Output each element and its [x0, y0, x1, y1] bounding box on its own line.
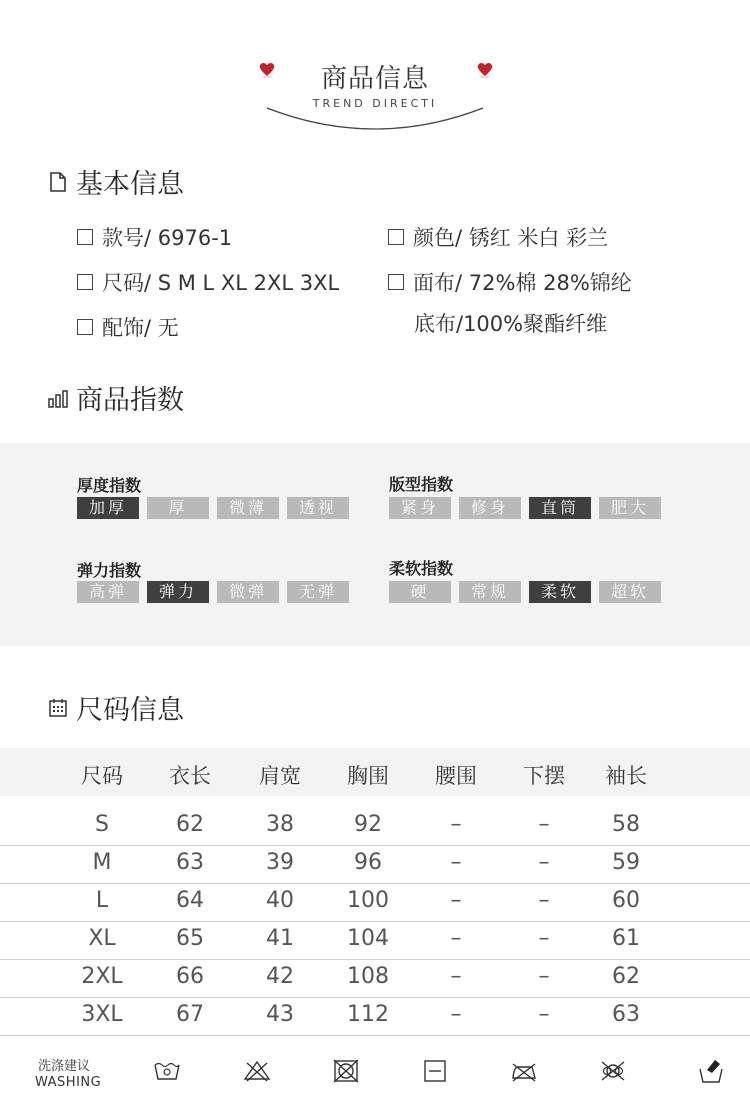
- info-colors: 颜色/ 锈红 米白 彩兰: [388, 222, 608, 252]
- spot-clean-icon: [696, 1057, 726, 1085]
- table-cell: –: [538, 964, 550, 989]
- softness-index-title: 柔软指数: [389, 559, 454, 578]
- table-cell: 3XL: [81, 1002, 123, 1027]
- index-option: 透视: [287, 497, 349, 519]
- size-heading: [48, 688, 184, 727]
- column-header: 尺码: [81, 764, 123, 788]
- do-not-iron-icon: [509, 1057, 539, 1085]
- index-option: 肥大: [599, 497, 661, 519]
- table-cell: 58: [612, 812, 640, 837]
- table-row-divider: [0, 1035, 750, 1036]
- table-row-divider: [0, 883, 750, 884]
- checkbox-icon: [388, 229, 404, 245]
- table-row-divider: [0, 959, 750, 960]
- flat-dry-icon: [420, 1057, 450, 1085]
- table-row-divider: [0, 921, 750, 922]
- table-cell: 38: [266, 812, 294, 837]
- do-not-bleach-icon: [242, 1057, 272, 1085]
- column-header: 下摆: [523, 764, 565, 788]
- table-cell: –: [450, 926, 462, 951]
- table-cell: 2XL: [81, 964, 123, 989]
- checkbox-icon: [77, 229, 93, 245]
- do-not-dry-clean-icon: [598, 1057, 628, 1085]
- washing-label-cn: 洗涤建议: [38, 1059, 91, 1074]
- table-cell: 112: [347, 1002, 389, 1027]
- checkbox-icon: [77, 319, 93, 335]
- index-option-selected: 直筒: [529, 497, 591, 519]
- column-header: 胸围: [347, 764, 389, 788]
- table-cell: 104: [347, 926, 389, 951]
- table-cell: –: [538, 812, 550, 837]
- index-option: 微弹: [217, 581, 279, 603]
- table-cell: M: [92, 850, 112, 875]
- index-option-selected: 加厚: [77, 497, 139, 519]
- size-title: 尺码信息: [76, 695, 184, 726]
- table-cell: –: [538, 850, 550, 875]
- table-cell: 42: [266, 964, 294, 989]
- info-accessories: 配饰/ 无: [77, 312, 179, 342]
- index-option-selected: 柔软: [529, 581, 591, 603]
- softness-index-options: [389, 581, 661, 603]
- index-option: 厚: [147, 497, 209, 519]
- index-option: 硬: [389, 581, 451, 603]
- table-cell: 63: [176, 850, 204, 875]
- fit-index-options: [389, 497, 661, 519]
- table-cell: 92: [354, 812, 382, 837]
- table-cell: 59: [612, 850, 640, 875]
- table-cell: 41: [266, 926, 294, 951]
- table-cell: 66: [176, 964, 204, 989]
- table-row-divider: [0, 997, 750, 998]
- checkbox-icon: [388, 274, 404, 290]
- table-cell: –: [450, 850, 462, 875]
- checkbox-icon: [77, 274, 93, 290]
- bar-chart-icon: [48, 387, 68, 409]
- info-sizes: 尺码/ S M L XL 2XL 3XL: [77, 267, 339, 297]
- index-option: 常规: [459, 581, 521, 603]
- basic-info-heading: [48, 162, 184, 201]
- table-cell: 60: [612, 888, 640, 913]
- index-title: 商品指数: [76, 385, 184, 416]
- table-cell: XL: [88, 926, 116, 951]
- index-heading: [48, 378, 184, 417]
- page-subtitle: TREND DIRECTI: [312, 97, 438, 110]
- table-cell: –: [450, 888, 462, 913]
- table-cell: L: [95, 888, 109, 913]
- table-cell: 62: [176, 812, 204, 837]
- table-cell: 96: [354, 850, 382, 875]
- calendar-grid-icon: [48, 697, 68, 719]
- index-option: 超软: [599, 581, 661, 603]
- table-cell: 43: [266, 1002, 294, 1027]
- index-option-selected: 弹力: [147, 581, 209, 603]
- table-cell: –: [450, 964, 462, 989]
- table-cell: 39: [266, 850, 294, 875]
- info-lining: 底布/100%聚酯纤维: [414, 312, 608, 336]
- table-cell: S: [95, 812, 109, 837]
- index-option: 微薄: [217, 497, 279, 519]
- table-cell: –: [538, 926, 550, 951]
- table-row-divider: [0, 845, 750, 846]
- index-option: 修身: [459, 497, 521, 519]
- index-option: 紧身: [389, 497, 451, 519]
- table-cell: 100: [347, 888, 389, 913]
- table-cell: 40: [266, 888, 294, 913]
- column-header: 肩宽: [259, 764, 301, 788]
- table-cell: –: [450, 812, 462, 837]
- column-header: 腰围: [435, 764, 477, 788]
- index-option: 高弹: [77, 581, 139, 603]
- thickness-index-title: 厚度指数: [77, 476, 142, 495]
- do-not-tumble-dry-icon: [331, 1057, 361, 1085]
- page-title: 商品信息: [320, 64, 429, 94]
- basic-info-title: 基本信息: [76, 169, 184, 200]
- washing-label-en: WASHING: [35, 1075, 102, 1090]
- index-option: 无弹: [287, 581, 349, 603]
- table-cell: 65: [176, 926, 204, 951]
- table-cell: 61: [612, 926, 640, 951]
- table-cell: 63: [612, 1002, 640, 1027]
- table-cell: –: [538, 888, 550, 913]
- table-cell: 64: [176, 888, 204, 913]
- column-header: 衣长: [169, 764, 211, 788]
- thickness-index-options: [77, 497, 349, 519]
- elasticity-index-options: [77, 581, 349, 603]
- title-arc-decoration: [265, 100, 485, 132]
- info-style-number: 款号/ 6976-1: [77, 222, 232, 252]
- document-icon: [48, 171, 68, 193]
- table-cell: 62: [612, 964, 640, 989]
- fit-index-title: 版型指数: [389, 475, 454, 494]
- table-cell: –: [450, 1002, 462, 1027]
- table-cell: –: [538, 1002, 550, 1027]
- info-fabric: 面布/ 72%棉 28%锦纶: [388, 267, 632, 297]
- table-cell: 108: [347, 964, 389, 989]
- table-cell: 67: [176, 1002, 204, 1027]
- elasticity-index-title: 弹力指数: [77, 561, 142, 580]
- hand-wash-icon: [152, 1057, 182, 1085]
- column-header: 袖长: [605, 764, 647, 788]
